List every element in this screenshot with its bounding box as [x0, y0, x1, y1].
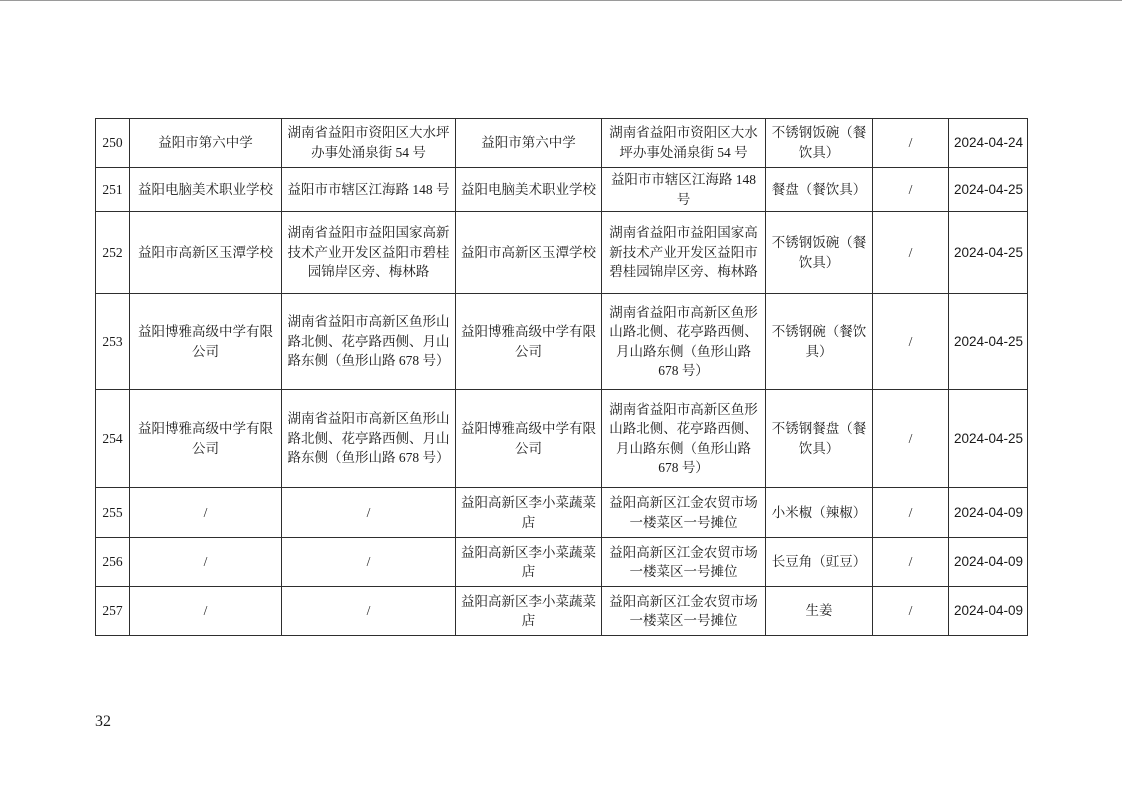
- page-top-edge: [0, 0, 1122, 1]
- cell-date: 2024-04-25: [949, 212, 1028, 294]
- cell-seller-address: 益阳高新区江金农贸市场一楼菜区一号摊位: [602, 587, 766, 636]
- cell-seller-address: 益阳高新区江金农贸市场一楼菜区一号摊位: [602, 538, 766, 587]
- cell-producer-name: 益阳市高新区玉潭学校: [130, 212, 282, 294]
- cell-seq: 257: [96, 587, 130, 636]
- table-row: [96, 488, 1028, 538]
- cell-producer-name: /: [130, 538, 282, 587]
- cell-date: 2024-04-09: [949, 488, 1028, 538]
- table-row: [96, 212, 1028, 294]
- cell-producer-address: 湖南省益阳市高新区鱼形山路北侧、花亭路西侧、月山路东侧（鱼形山路 678 号）: [282, 294, 456, 390]
- cell-producer-name: 益阳市第六中学: [130, 119, 282, 168]
- cell-sample-name: 不锈钢饭碗（餐饮具）: [766, 212, 873, 294]
- cell-date: 2024-04-09: [949, 587, 1028, 636]
- cell-seller-name: 益阳高新区李小菜蔬菜店: [456, 587, 602, 636]
- cell-producer-name: /: [130, 587, 282, 636]
- table-row: [96, 390, 1028, 488]
- cell-seller-address: 益阳市市辖区江海路 148 号: [602, 168, 766, 212]
- cell-seller-address: 益阳高新区江金农贸市场一楼菜区一号摊位: [602, 488, 766, 538]
- cell-seq: 254: [96, 390, 130, 488]
- cell-seq: 253: [96, 294, 130, 390]
- cell-seq: 250: [96, 119, 130, 168]
- cell-date: 2024-04-25: [949, 390, 1028, 488]
- cell-remark: /: [873, 587, 949, 636]
- cell-seller-name: 益阳高新区李小菜蔬菜店: [456, 488, 602, 538]
- cell-sample-name: 不锈钢餐盘（餐饮具）: [766, 390, 873, 488]
- cell-date: 2024-04-09: [949, 538, 1028, 587]
- cell-seller-name: 益阳高新区李小菜蔬菜店: [456, 538, 602, 587]
- table-row: [96, 538, 1028, 587]
- cell-seller-name: 益阳市第六中学: [456, 119, 602, 168]
- cell-seq: 251: [96, 168, 130, 212]
- cell-sample-name: 餐盘（餐饮具）: [766, 168, 873, 212]
- cell-remark: /: [873, 488, 949, 538]
- cell-producer-address: 益阳市市辖区江海路 148 号: [282, 168, 456, 212]
- cell-seq: 255: [96, 488, 130, 538]
- table-row: [96, 119, 1028, 168]
- cell-sample-name: 长豆角（豇豆）: [766, 538, 873, 587]
- sampling-table: [95, 118, 1028, 636]
- cell-producer-address: 湖南省益阳市资阳区大水坪办事处涌泉街 54 号: [282, 119, 456, 168]
- cell-seller-name: 益阳电脑美术职业学校: [456, 168, 602, 212]
- cell-remark: /: [873, 119, 949, 168]
- cell-producer-address: 湖南省益阳市益阳国家高新技术产业开发区益阳市碧桂园锦岸区旁、梅林路: [282, 212, 456, 294]
- cell-sample-name: 小米椒（辣椒）: [766, 488, 873, 538]
- cell-producer-name: 益阳电脑美术职业学校: [130, 168, 282, 212]
- cell-seller-address: 湖南省益阳市高新区鱼形山路北侧、花亭路西侧、月山路东侧（鱼形山路 678 号）: [602, 390, 766, 488]
- cell-sample-name: 不锈钢饭碗（餐饮具）: [766, 119, 873, 168]
- table-row: [96, 168, 1028, 212]
- cell-seller-address: 湖南省益阳市益阳国家高新技术产业开发区益阳市碧桂园锦岸区旁、梅林路: [602, 212, 766, 294]
- cell-producer-name: 益阳博雅高级中学有限公司: [130, 294, 282, 390]
- cell-remark: /: [873, 538, 949, 587]
- cell-remark: /: [873, 212, 949, 294]
- cell-seller-name: 益阳博雅高级中学有限公司: [456, 390, 602, 488]
- cell-seller-name: 益阳博雅高级中学有限公司: [456, 294, 602, 390]
- table-row: [96, 587, 1028, 636]
- table-row: [96, 294, 1028, 390]
- cell-producer-address: /: [282, 538, 456, 587]
- page-number: 32: [95, 713, 111, 730]
- cell-producer-address: /: [282, 488, 456, 538]
- cell-sample-name: 不锈钢碗（餐饮具）: [766, 294, 873, 390]
- cell-seq: 252: [96, 212, 130, 294]
- cell-producer-name: /: [130, 488, 282, 538]
- cell-date: 2024-04-24: [949, 119, 1028, 168]
- cell-producer-name: 益阳博雅高级中学有限公司: [130, 390, 282, 488]
- cell-seq: 256: [96, 538, 130, 587]
- cell-date: 2024-04-25: [949, 294, 1028, 390]
- cell-date: 2024-04-25: [949, 168, 1028, 212]
- cell-producer-address: 湖南省益阳市高新区鱼形山路北侧、花亭路西侧、月山路东侧（鱼形山路 678 号）: [282, 390, 456, 488]
- cell-producer-address: /: [282, 587, 456, 636]
- cell-seller-address: 湖南省益阳市高新区鱼形山路北侧、花亭路西侧、月山路东侧（鱼形山路 678 号）: [602, 294, 766, 390]
- cell-seller-name: 益阳市高新区玉潭学校: [456, 212, 602, 294]
- cell-remark: /: [873, 168, 949, 212]
- cell-remark: /: [873, 390, 949, 488]
- cell-sample-name: 生姜: [766, 587, 873, 636]
- cell-seller-address: 湖南省益阳市资阳区大水坪办事处涌泉街 54 号: [602, 119, 766, 168]
- cell-remark: /: [873, 294, 949, 390]
